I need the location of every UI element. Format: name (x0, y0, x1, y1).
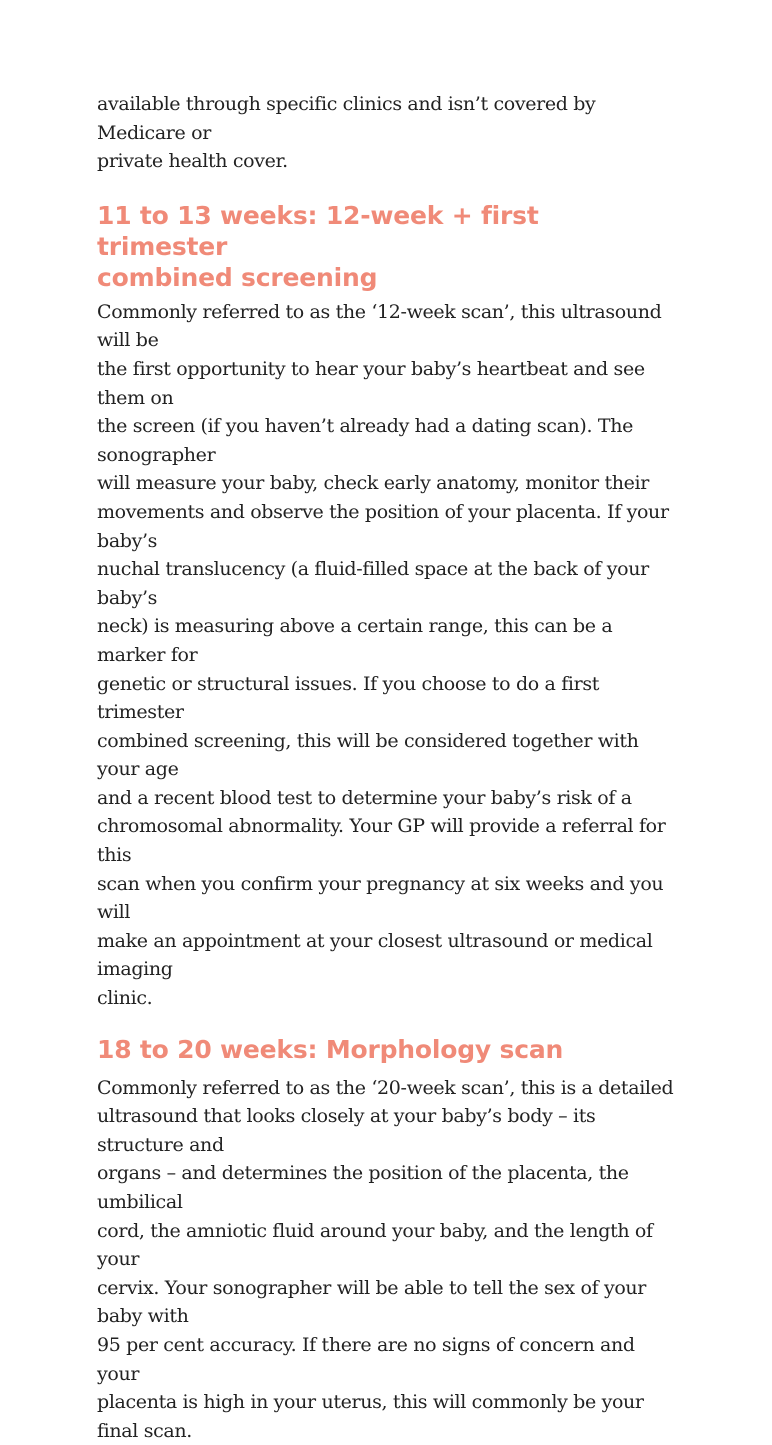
section-heading-morphology: 18 to 20 weeks: Morphology scan (97, 1034, 564, 1064)
section-body-first-trimester: Commonly referred to as the ‘12-week scan’, this ultrasound will be the first opportunity to hear your baby’s heartbeat and see them on the screen (if you haven’t already had a dating scan). The sonographer will measure your baby, check early anatomy, monitor their movements and observe the position of your placenta. If your baby’s nuchal translucency (a fluid-filled space at the back of your baby’s neck) is measuring above a certain range, this can be a marker for genetic or structural issues. If you choose to do a first trimester combined screening, this will be considered together with your age and a recent blood test to determine your baby’s risk of a chromosomal abnormality. Your GP will provide a referral for this scan when you confirm your pregnancy at six weeks and you will make an appointment at your closest ultrasound or medical imaging clinic. (97, 300, 669, 1010)
intro-paragraph: available through specific clinics and isn’t covered by Medicare or private health cover. (97, 93, 596, 173)
section-body-morphology: Commonly referred to as the ‘20-week scan’, this is a detailed ultrasound that looks closely at your baby’s body – its structure and organs – and determines the position of the placenta, the umbilical cord, the amniotic fluid around your baby, and the length of your cervix. Your sonographer will be able to tell the sex of your baby with 95 per cent accuracy. If there are no signs of concern and your placenta is high in your uterus, this will commonly be your final scan. (97, 1076, 674, 1442)
document-page (97, 90, 677, 1445)
section-heading-first-trimester: 11 to 13 weeks: 12-week + first trimester combined screening (97, 200, 539, 292)
